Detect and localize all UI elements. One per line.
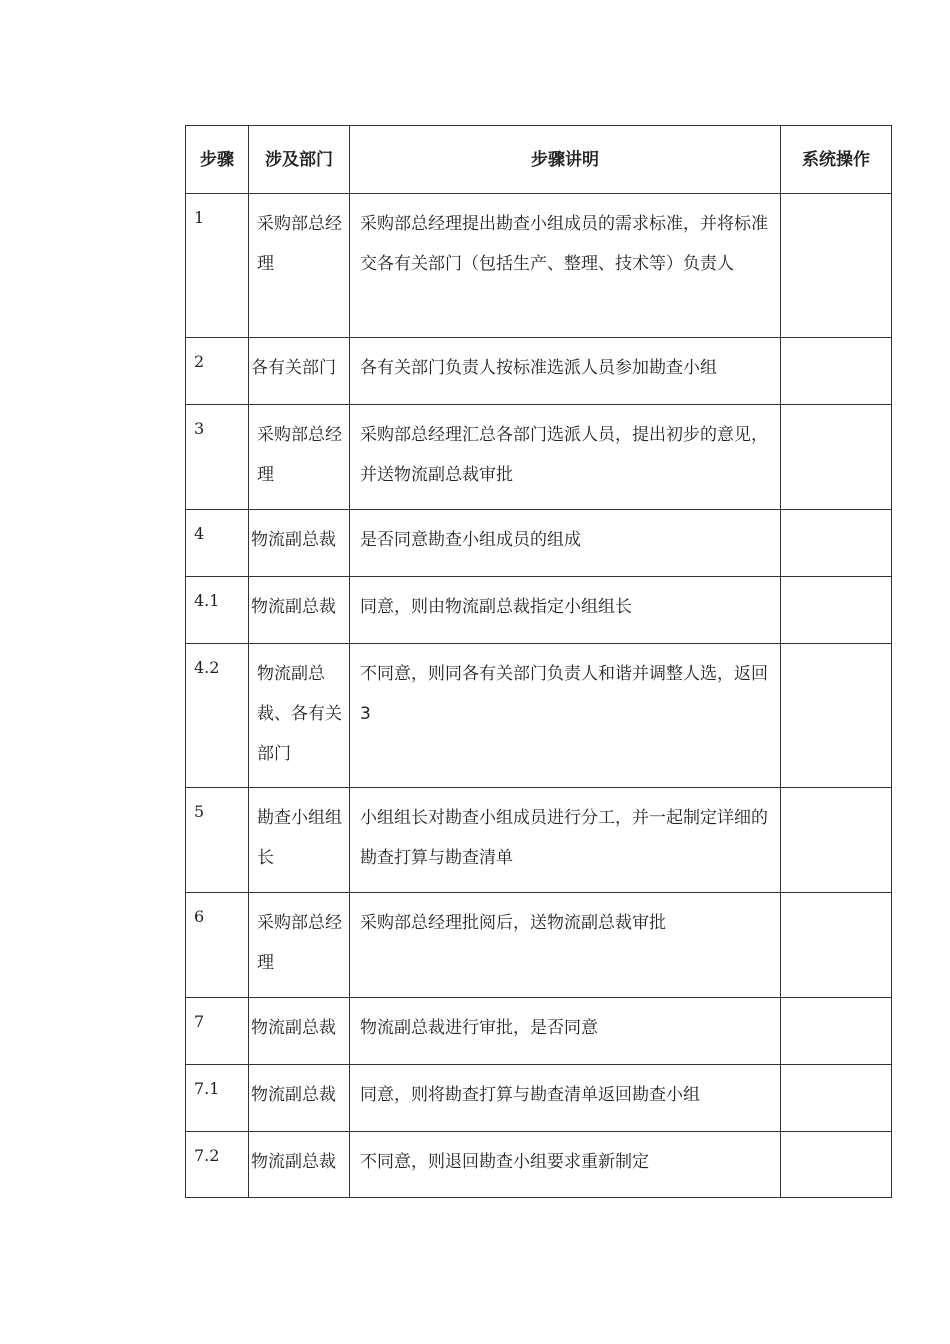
step-cell: 5	[186, 788, 249, 893]
table-row	[186, 405, 892, 510]
sys-cell	[781, 510, 892, 577]
header-desc: 步骤讲明	[350, 126, 781, 194]
sys-cell	[781, 194, 892, 338]
step-cell: 4.2	[186, 644, 249, 788]
desc-cell: 物流副总裁进行审批，是否同意	[350, 998, 781, 1065]
sys-cell	[781, 1065, 892, 1132]
dept-cell: 各有关部门	[249, 338, 350, 405]
sys-cell	[781, 998, 892, 1065]
dept-cell: 物流副总裁	[249, 1065, 350, 1132]
desc-cell: 小组组长对勘查小组成员进行分工，并一起制定详细的勘查打算与勘查清单	[350, 788, 781, 893]
table-header-row	[186, 126, 892, 194]
table-row	[186, 577, 892, 644]
step-cell: 1	[186, 194, 249, 338]
table-row	[186, 1132, 892, 1198]
step-cell: 7	[186, 998, 249, 1065]
table-row	[186, 338, 892, 405]
step-cell: 7.2	[186, 1132, 249, 1198]
desc-cell: 不同意，则退回勘查小组要求重新制定	[350, 1132, 781, 1198]
desc-cell: 各有关部门负责人按标准选派人员参加勘查小组	[350, 338, 781, 405]
desc-cell: 采购部总经理提出勘查小组成员的需求标准，并将标准交各有关部门（包括生产、整理、技术等）负责人	[350, 194, 781, 338]
step-cell: 6	[186, 893, 249, 998]
desc-cell: 采购部总经理批阅后，送物流副总裁审批	[350, 893, 781, 998]
step-cell: 3	[186, 405, 249, 510]
sys-cell	[781, 577, 892, 644]
dept-cell: 采购部总经理	[249, 405, 350, 510]
table-row	[186, 1065, 892, 1132]
desc-cell: 不同意，则同各有关部门负责人和谐并调整人选，返回3	[350, 644, 781, 788]
desc-cell: 同意，则由物流副总裁指定小组组长	[350, 577, 781, 644]
dept-cell: 物流副总裁	[249, 998, 350, 1065]
table-row	[186, 998, 892, 1065]
desc-cell: 是否同意勘查小组成员的组成	[350, 510, 781, 577]
dept-cell: 物流副总裁、各有关部门	[249, 644, 350, 788]
header-dept: 涉及部门	[249, 126, 350, 194]
dept-cell: 物流副总裁	[249, 510, 350, 577]
sys-cell	[781, 788, 892, 893]
table-row	[186, 194, 892, 338]
dept-cell: 勘查小组组长	[249, 788, 350, 893]
step-cell: 2	[186, 338, 249, 405]
step-cell: 4	[186, 510, 249, 577]
process-table	[185, 125, 892, 1198]
table-row	[186, 788, 892, 893]
sys-cell	[781, 338, 892, 405]
desc-cell: 同意，则将勘查打算与勘查清单返回勘查小组	[350, 1065, 781, 1132]
dept-cell: 采购部总经理	[249, 194, 350, 338]
sys-cell	[781, 1132, 892, 1198]
header-step: 步骤	[186, 126, 249, 194]
dept-cell: 采购部总经理	[249, 893, 350, 998]
dept-cell: 物流副总裁	[249, 577, 350, 644]
step-cell: 7.1	[186, 1065, 249, 1132]
table-row	[186, 893, 892, 998]
desc-cell: 采购部总经理汇总各部门选派人员，提出初步的意见，并送物流副总裁审批	[350, 405, 781, 510]
sys-cell	[781, 893, 892, 998]
step-cell: 4.1	[186, 577, 249, 644]
table-row	[186, 510, 892, 577]
table-row	[186, 644, 892, 788]
dept-cell: 物流副总裁	[249, 1132, 350, 1198]
header-sys: 系统操作	[781, 126, 892, 194]
sys-cell	[781, 644, 892, 788]
sys-cell	[781, 405, 892, 510]
